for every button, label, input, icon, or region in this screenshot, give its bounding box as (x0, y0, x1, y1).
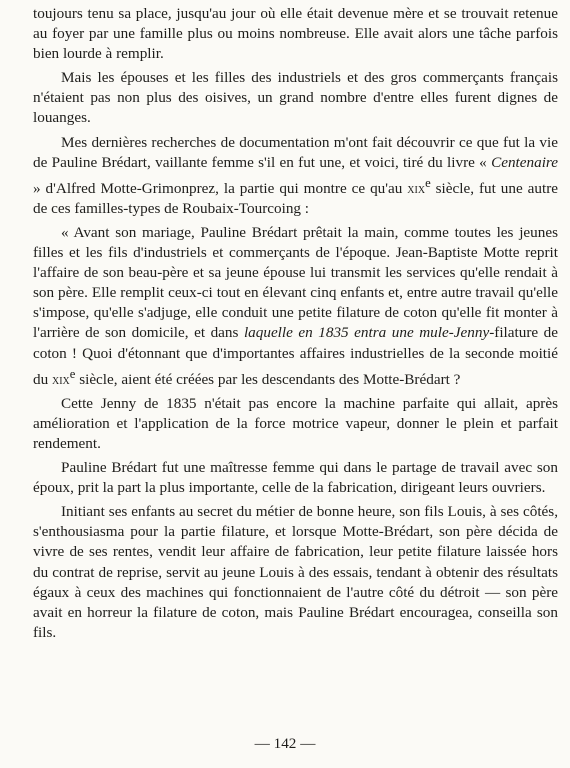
paragraph (33, 502, 558, 643)
body-text (33, 4, 558, 647)
paragraph (33, 394, 558, 454)
text-run: « Avant son mariage, Pauline Brédart prêtait la main, comme toutes les jeunes filles et les fils d'industriels et commerçants de l'époque. Jean-Baptiste Motte reprit l'affaire de son beau-père et sa jeune épouse lui transmit les services qu'elle rendait à son père. Elle remplit ceux-ci tout en élevant cinq enfants et, entre autre travail qu'elle s'impose, qu'elle s'adjuge, elle conduit une petite filature de coton qu'elle fit monter à l'arrière de son domicile, et dans (33, 224, 558, 342)
paragraph (33, 133, 558, 219)
paragraph (33, 68, 558, 128)
small-caps-text: xix (51, 371, 70, 387)
text-run: siècle, aient été créées par les descendants des Motte-Brédart ? (75, 370, 461, 388)
paragraph (33, 223, 558, 390)
paragraph (33, 458, 558, 498)
superscript: e (69, 366, 76, 381)
text-run: Mes dernières recherches de documentation m'ont fait découvrir ce que fut la vie de Pauline Brédart, vaillante femme s'il en fut une, et voici, tiré du livre « (33, 133, 558, 171)
paragraph (33, 4, 558, 64)
text-run: -filature de coton ! Quoi d'étonnant que d'importantes affaires industrielles de la seconde moitié du (33, 324, 558, 388)
text-run: » d'Alfred Motte-Grimonprez, la partie qui montre ce qu'au (33, 179, 408, 197)
text-run: Initiant ses enfants au secret du métier de bonne heure, son fils Louis, à ses côtés, s'enthousiasma pour la partie filature, et lorsque Motte-Brédart, son père décida de vivre de ses rentes, vendit leur affaire de fabrication, leur petite filature laissée hors du contrat de reprise, servit au jeune Louis à des essais, tendant à obtenir des résultats égaux à ceux des machines qui fonctionnaient de l'autre côté du détroit — son père avait en horreur la filature de coton, mais Pauline Brédart encouragea, conseilla son fils. (33, 503, 558, 641)
small-caps-text: xix (407, 180, 426, 196)
italic-text: laquelle en 1835 entra une mule-Jenny (243, 324, 490, 342)
text-run: toujours tenu sa place, jusqu'au jour où elle était devenue mère et se trouvait retenue au foyer par une famille plus ou moins nombreuse. Elle avait alors une tâche parfois bien lourde à remplir. (33, 5, 558, 63)
page-number: — 142 — (254, 735, 316, 752)
text-run: Pauline Brédart fut une maîtresse femme qui dans le partage de travail avec son époux, prit la part la plus importante, celle de la fabrication, dirigeant leurs ouvriers. (33, 459, 558, 497)
text-run: Cette Jenny de 1835 n'était pas encore la machine parfaite qui allait, après amélioration et l'application de la force motrice vapeur, donner le plein et parfait rendement. (33, 394, 558, 452)
text-run: Mais les épouses et les filles des industriels et des gros commerçants français n'étaient pas non plus des oisives, un grand nombre d'entre elles furent dignes de louanges. (33, 69, 558, 127)
italic-text: Centenaire (491, 153, 558, 171)
superscript: e (425, 175, 431, 190)
text-run: siècle, fut une autre de ces familles-types de Roubaix-Tourcoing : (33, 179, 558, 217)
